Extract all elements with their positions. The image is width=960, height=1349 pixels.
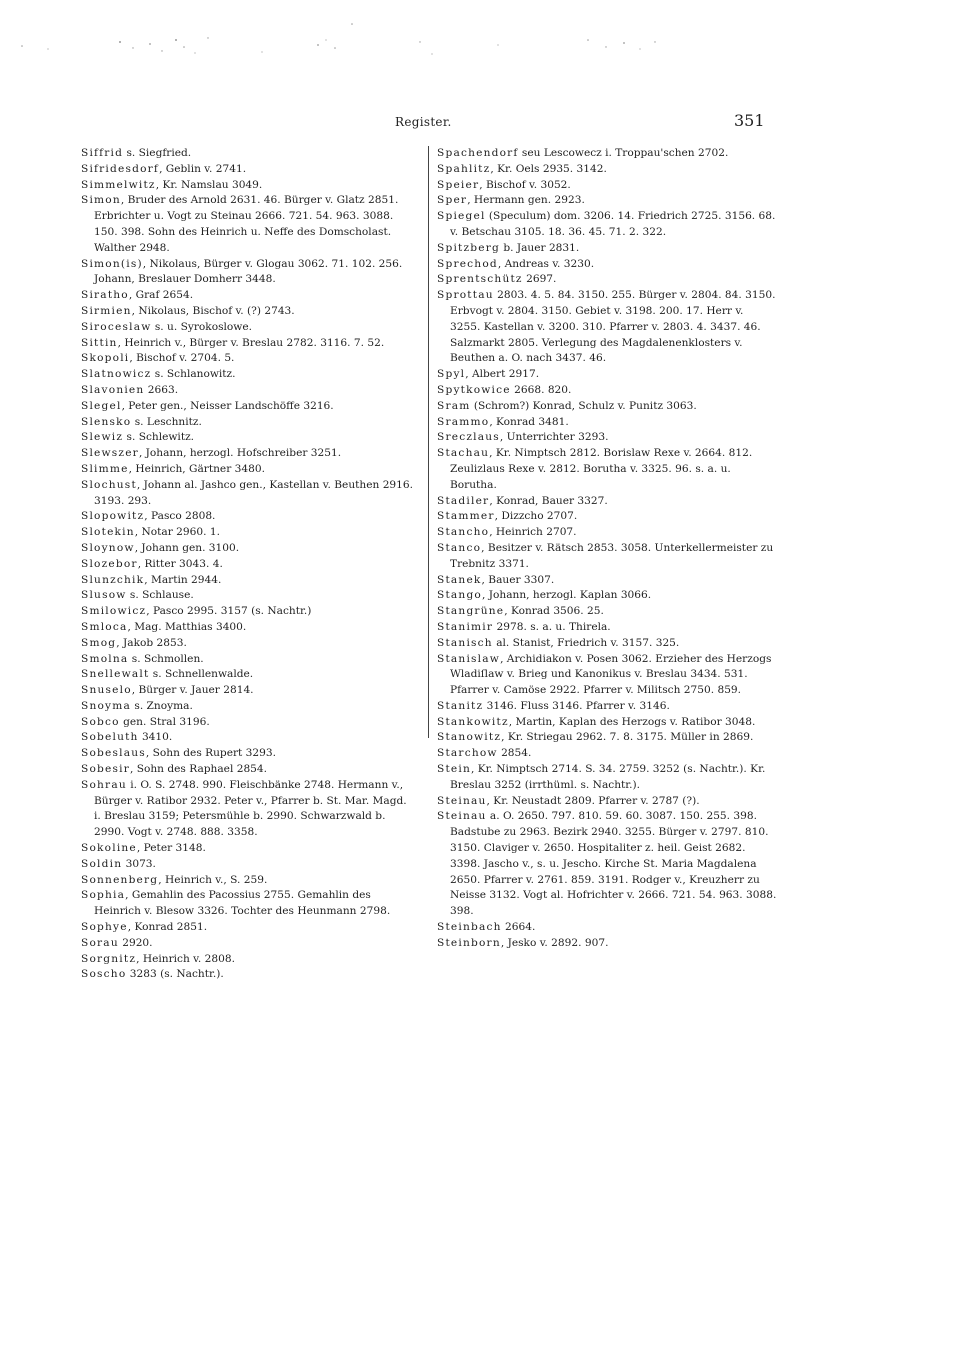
index-entry [437, 620, 777, 636]
entry-text: , Konrad, Bauer 3327. [489, 494, 608, 507]
entry-lemma: Slusow [81, 589, 127, 602]
entry-text: , Graf 2654. [128, 289, 194, 302]
entry-lemma: Sobeslaus [81, 747, 146, 760]
entry-lemma: Sophia [81, 889, 126, 902]
index-entry [81, 383, 416, 399]
entry-text: , Konrad 3506. 25. [504, 605, 604, 618]
index-entry [81, 730, 416, 746]
entry-text: , Pasco 2995. 3157 (s. Nachtr.) [146, 605, 312, 618]
entry-text: , Konrad 2851. [127, 921, 208, 934]
entry-text: , Kr. Neustadt 2809. Pfarrer v. 2787 (?). [486, 794, 700, 807]
entry-text: , Bischof v. 2704. 5. [129, 352, 235, 365]
entry-lemma: Simmelwitz [81, 178, 156, 191]
entry-lemma: Slewiz [81, 431, 124, 444]
entry-lemma: Simon [81, 194, 121, 207]
column-divider [428, 146, 429, 738]
entry-lemma: Stein [437, 763, 471, 776]
entry-text: , Heinrich v. 2808. [136, 952, 235, 965]
entry-text: , Peter gen., Neisser Landschöffe 3216. [121, 399, 334, 412]
entry-text: , Unterrichter 3293. [499, 431, 609, 444]
entry-lemma: Slatnowicz [81, 368, 152, 381]
index-entry [81, 178, 416, 194]
entry-lemma: Sonnenberg [81, 873, 159, 886]
entry-text: , Heinrich, Gärtner 3480. [128, 462, 265, 475]
entry-text: , Andreas v. 3230. [497, 257, 595, 270]
entry-text: s. u. Syrokoslowe. [151, 320, 252, 333]
entry-lemma: Sobeluth [81, 731, 139, 744]
index-entry [81, 257, 416, 289]
index-entry [81, 636, 416, 652]
entry-lemma: Spachendorf [437, 147, 519, 159]
entry-text: , Peter 3148. [136, 842, 206, 855]
entry-lemma: Starchow [437, 747, 498, 760]
running-head: Register. [395, 115, 452, 129]
entry-text: s. Schmollen. [128, 652, 204, 665]
entry-lemma: Slotekin [81, 526, 135, 539]
entry-text: , Martin 2944. [144, 573, 222, 586]
index-entry [437, 162, 777, 178]
entry-lemma: Snellewalt [81, 668, 150, 681]
entry-text: , Kr. Oels 2935. 3142. [490, 162, 607, 175]
entry-text: , Kr. Nimptsch 2714. S. 34. 2759. 3252 (s. Nachtr.). Kr. Breslau 3252 (irrthüml. s. Nachtr.). [450, 763, 766, 791]
entry-lemma: Siffrid [81, 147, 124, 159]
entry-lemma: Sirmien [81, 304, 132, 317]
index-entry [437, 794, 777, 810]
index-entry [437, 746, 777, 762]
entry-lemma: Spitzberg [437, 241, 500, 254]
entry-lemma: Skopoli [81, 352, 130, 365]
entry-lemma: Stanowitz [437, 731, 502, 744]
entry-lemma: Siroceslaw [81, 320, 152, 333]
entry-lemma: Snuselo [81, 684, 132, 697]
index-entry [81, 573, 416, 589]
index-entry [81, 967, 416, 983]
entry-text: s. Schlanowitz. [151, 368, 236, 381]
entry-lemma: Snoyma [81, 699, 132, 712]
index-entry [81, 746, 416, 762]
entry-lemma: Sloynow [81, 541, 135, 554]
entry-text: s. Siegfried. [123, 147, 192, 159]
entry-text: 2663. [144, 383, 179, 396]
entry-text: , Kr. Striegau 2962. 7. 8. 3175. Müller in 2869. [501, 731, 754, 744]
entry-text: , Kr. Namslau 3049. [155, 178, 263, 191]
scan-noise-specks [0, 18, 960, 68]
entry-lemma: Slavonien [81, 383, 145, 396]
index-entry [437, 367, 777, 383]
entry-text: , Jakob 2853. [116, 636, 187, 649]
entry-text: , Dizzcho 2707. [494, 510, 578, 523]
entry-text: 3283 (s. Nachtr.). [126, 968, 224, 981]
entry-lemma: Spytkowice [437, 383, 511, 396]
entry-text: , Mag. Matthias 3400. [127, 620, 247, 633]
index-entry [81, 193, 416, 256]
entry-lemma: Stanek [437, 573, 482, 586]
index-entry [81, 288, 416, 304]
index-entry [81, 888, 416, 920]
index-entry [437, 604, 777, 620]
entry-lemma: Steinau [437, 794, 487, 807]
index-entry [81, 683, 416, 699]
index-entry [81, 415, 416, 431]
entry-text: , Johann gen. 3100. [134, 541, 240, 554]
entry-text: seu Lescowecz i. Troppau'schen 2702. [518, 147, 729, 159]
entry-lemma: Sittin [81, 336, 118, 349]
entry-text: s. Schlause. [126, 589, 194, 602]
entry-text: , Jesko v. 2892. 907. [500, 936, 609, 949]
page-header [0, 111, 960, 135]
index-entry [81, 936, 416, 952]
index-entry [437, 762, 777, 794]
entry-text: , Konrad 3481. [489, 415, 569, 428]
index-entry [81, 588, 416, 604]
entry-text: 2803. 4. 5. 84. 3150. 255. Bürger v. 2804. 84. 3150. Erbvogt v. 2804. 3150. Gebiet v. 3198. 200. 17. Herr v. 3255. Kastellan v. 3200. 310. Pfarrer v. 2803. 4. 3437. 46. Salzmarkt 2805. Verlegung des Magdalenenklosters v. Beuthen a. O. nach 3437. 46. [450, 289, 776, 365]
index-entry [81, 952, 416, 968]
entry-lemma: Slochust [81, 478, 137, 491]
index-entry [437, 541, 777, 573]
entry-lemma: Sohrau [81, 778, 127, 791]
index-entry [81, 699, 416, 715]
entry-text: , Bruder des Arnold 2631. 46. Bürger v. Glatz 2851. Erbrichter u. Vogt zu Steinau 2666. 721. 54. 963. 3088. 150. 398. Sohn des Heinrich u. Neffe des Domscholast. Walther 2948. [94, 194, 399, 254]
index-column-left [81, 146, 416, 983]
index-entry [81, 320, 416, 336]
entry-text: , Heinrich 2707. [489, 526, 577, 539]
index-entry [81, 446, 416, 462]
entry-lemma: Soscho [81, 968, 127, 981]
entry-lemma: Sobesir [81, 763, 130, 776]
entry-lemma: Sper [437, 194, 468, 207]
index-entry [81, 478, 416, 510]
entry-text: , Heinrich v., Bürger v. Breslau 2782. 3116. 7. 52. [117, 336, 385, 349]
entry-lemma: Sreczlaus [437, 431, 500, 444]
entry-lemma: Slozebor [81, 557, 138, 570]
entry-text: a. O. 2650. 797. 810. 59. 60. 3087. 150. 255. 398. Badstube zu 2963. Bezirk 2940. 3255. Bürger v. 2797. 810. 3150. Claviger v. 2650. Hospitaliter z. heil. Geist 2682. 3398. Jascho v., s. u. Jescho. Kirche St. Maria Magdalena 2650. Pfarrer v. 2761. 859. 3191. Rodger v., Kreuzherr zu Neisse 3132. Vogt al. Hofrichter v. 2666. 721. 54. 963. 3088. 398. [450, 810, 777, 918]
index-entry [81, 162, 416, 178]
index-entry [81, 857, 416, 873]
index-entry [81, 762, 416, 778]
entry-lemma: Steinborn [437, 936, 501, 949]
entry-lemma: Srammo [437, 415, 490, 428]
entry-lemma: Slensko [81, 415, 132, 428]
entry-lemma: Stango [437, 589, 483, 602]
entry-text: 2697. [522, 273, 557, 286]
entry-text: 2978. s. a. u. Thirela. [493, 620, 611, 633]
entry-lemma: Stangrüne [437, 605, 505, 618]
entry-lemma: Slewszer [81, 447, 139, 460]
index-entry [81, 399, 416, 415]
index-entry [437, 383, 777, 399]
entry-lemma: Stachau [437, 447, 490, 460]
entry-text: , Gemahlin des Pacossius 2755. Gemahlin des Heinrich v. Blesow 3326. Tochter des Heunmann 2798. [94, 889, 391, 918]
index-entry [437, 573, 777, 589]
entry-text: b. Jauer 2831. [499, 241, 580, 254]
index-entry [81, 304, 416, 320]
index-entry [81, 778, 416, 841]
index-entry [81, 430, 416, 446]
entry-lemma: Stankowitz [437, 715, 509, 728]
entry-text: , Bischof v. 3052. [479, 178, 571, 191]
entry-text: s. Znoyma. [131, 699, 193, 712]
entry-lemma: Smolna [81, 652, 129, 665]
entry-lemma: Siratho [81, 289, 129, 302]
entry-lemma: Stanisch [437, 636, 493, 649]
entry-text: , Pasco 2808. [144, 510, 216, 523]
entry-text: 2664. [501, 921, 536, 934]
entry-text: , Johann al. Jashco gen., Kastellan v. Beuthen 2916. 3193. 293. [94, 478, 414, 507]
entry-text: , Kr. Nimptsch 2812. Borislaw Rexe v. 2664. 812. Zeulizlaus Rexe v. 2812. Borutha v. 3325. 96. s. a. u. Borutha. [450, 447, 753, 491]
index-entry [81, 525, 416, 541]
entry-lemma: Sorau [81, 936, 119, 949]
index-entry [437, 525, 777, 541]
entry-lemma: Sram [437, 399, 471, 412]
entry-text: , Notar 2960. 1. [134, 526, 220, 539]
entry-text: i. O. S. 2748. 990. Fleischbänke 2748. Hermann v., Bürger v. Ratibor 2932. Peter v., Pfarrer b. St. Mar. Magd. i. Breslau 3159; Petersmühle b. 2990. Schwarzwald b. 2990. Vogt v. 2748. 888. 3358. [94, 778, 407, 839]
index-entry [81, 351, 416, 367]
index-entry [437, 920, 777, 936]
entry-lemma: Smloca [81, 620, 128, 633]
entry-lemma: Slopowitz [81, 510, 145, 523]
entry-text: 3410. [138, 731, 173, 744]
entry-lemma: Sokoline [81, 842, 137, 855]
entry-lemma: Speier [437, 178, 480, 191]
entry-text: , Hermann gen. 2923. [467, 194, 585, 207]
index-entry [437, 936, 777, 952]
index-entry [437, 193, 777, 209]
index-entry [437, 699, 777, 715]
entry-text: , Nikolaus, Bürger v. Glogau 3062. 71. 102. 256. Johann, Breslauer Domherr 3448. [94, 257, 403, 286]
entry-lemma: Spahlitz [437, 162, 491, 175]
index-entry [437, 715, 777, 731]
entry-lemma: Slunzchik [81, 573, 145, 586]
index-entry [437, 509, 777, 525]
index-entry [437, 446, 777, 493]
entry-text: 3073. [122, 857, 156, 870]
entry-lemma: Stanco [437, 541, 482, 554]
entry-lemma: Sobco [81, 715, 120, 728]
entry-lemma: Simon(is) [81, 257, 143, 270]
entry-lemma: Stammer [437, 510, 495, 523]
entry-text: s. Schnellenwalde. [149, 668, 254, 681]
entry-text: (Speculum) dom. 3206. 14. Friedrich 2725. 3156. 68. v. Betschau 3105. 18. 36. 45. 71. 2. 322. [450, 210, 776, 238]
entry-lemma: Slimme [81, 462, 129, 475]
index-entry [437, 636, 777, 652]
entry-text: , Nikolaus, Bischof v. (?) 2743. [131, 304, 295, 317]
entry-lemma: Smilowicz [81, 605, 147, 618]
entry-lemma: Slegel [81, 399, 122, 412]
index-entry [437, 415, 777, 431]
entry-text: s. Leschnitz. [131, 415, 202, 428]
entry-lemma: Spiegel [437, 210, 486, 223]
index-entry [81, 652, 416, 668]
index-entry [437, 588, 777, 604]
index-entry [437, 652, 777, 699]
entry-lemma: Stanimir [437, 620, 494, 633]
entry-text: gen. Stral 3196. [119, 715, 210, 728]
entry-lemma: Sprentschütz [437, 273, 523, 286]
entry-text: , Besitzer v. Rätsch 2853. 3058. Unterkellermeister zu Trebnitz 3371. [450, 541, 774, 570]
index-entry [81, 146, 416, 162]
index-entry [437, 209, 777, 241]
page-number: 351 [734, 111, 765, 130]
index-entry [437, 494, 777, 510]
entry-text: , Bürger v. Jauer 2814. [131, 684, 254, 697]
index-entry [437, 146, 777, 162]
entry-lemma: Sophye [81, 921, 128, 934]
entry-text: , Archidiakon v. Posen 3062. Erzieher des Herzogs Wladiſlaw v. Brieg und Kanonikus v. Breslau 3434. 531. Pfarrer v. Camöse 2922. Pfarrer v. Militsch 2750. 859. [450, 652, 772, 697]
entry-text: , Sohn des Rupert 3293. [145, 747, 276, 760]
index-entry [81, 715, 416, 731]
index-entry [437, 257, 777, 273]
index-entry [81, 841, 416, 857]
entry-text: , Bauer 3307. [481, 573, 555, 586]
index-entry [437, 178, 777, 194]
entry-text: 2920. [118, 936, 153, 949]
entry-lemma: Soldin [81, 857, 123, 870]
index-entry [81, 509, 416, 525]
index-entry [81, 873, 416, 889]
entry-text: , Johann, herzogl. Hofschreiber 3251. [138, 447, 342, 460]
entry-text: , Martin, Kaplan des Herzogs v. Ratibor 3048. [508, 715, 756, 728]
index-entry [81, 462, 416, 478]
entry-text: , Geblin v. 2741. [159, 162, 247, 175]
index-entry [81, 620, 416, 636]
entry-lemma: Sorgnitz [81, 952, 137, 965]
entry-lemma: Spyl [437, 368, 466, 381]
entry-text: , Sohn des Raphael 2854. [129, 763, 268, 776]
entry-lemma: Stancho [437, 526, 490, 539]
index-entry [437, 399, 777, 415]
index-entry [437, 809, 777, 920]
entry-lemma: Stadiler [437, 494, 490, 507]
entry-lemma: Steinau [437, 810, 487, 823]
entry-text: , Johann, herzogl. Kaplan 3066. [482, 589, 652, 602]
index-entry [437, 730, 777, 746]
index-column-right [437, 146, 777, 952]
index-entry [81, 920, 416, 936]
index-entry [81, 367, 416, 383]
entry-lemma: Sprottau [437, 289, 494, 302]
index-entry [81, 557, 416, 573]
index-entry [437, 241, 777, 257]
index-entry [81, 541, 416, 557]
entry-lemma: Stanislaw [437, 652, 501, 665]
entry-text: s. Schlewitz. [123, 431, 195, 444]
entry-lemma: Steinbach [437, 921, 502, 934]
index-entry [81, 604, 416, 620]
entry-text: al. Stanist, Friedrich v. 3157. 325. [492, 636, 680, 649]
entry-text: (Schrom?) Konrad, Schulz v. Punitz 3063. [470, 399, 697, 412]
entry-lemma: Stanitz [437, 699, 484, 712]
entry-lemma: Sprechod [437, 257, 498, 270]
entry-text: 2854. [497, 747, 532, 760]
index-entry [81, 336, 416, 352]
entry-text: 3146. Fluss 3146. Pfarrer v. 3146. [483, 699, 670, 712]
entry-text: , Heinrich v., S. 259. [158, 873, 268, 886]
entry-lemma: Smog [81, 636, 117, 649]
entry-text: 2668. 820. [510, 383, 572, 396]
entry-text: , Albert 2917. [465, 368, 540, 381]
entry-text: , Ritter 3043. 4. [137, 557, 223, 570]
index-entry [437, 272, 777, 288]
index-entry [81, 667, 416, 683]
entry-lemma: Sifridesdorf [81, 162, 160, 175]
index-entry [437, 288, 777, 367]
index-entry [437, 430, 777, 446]
